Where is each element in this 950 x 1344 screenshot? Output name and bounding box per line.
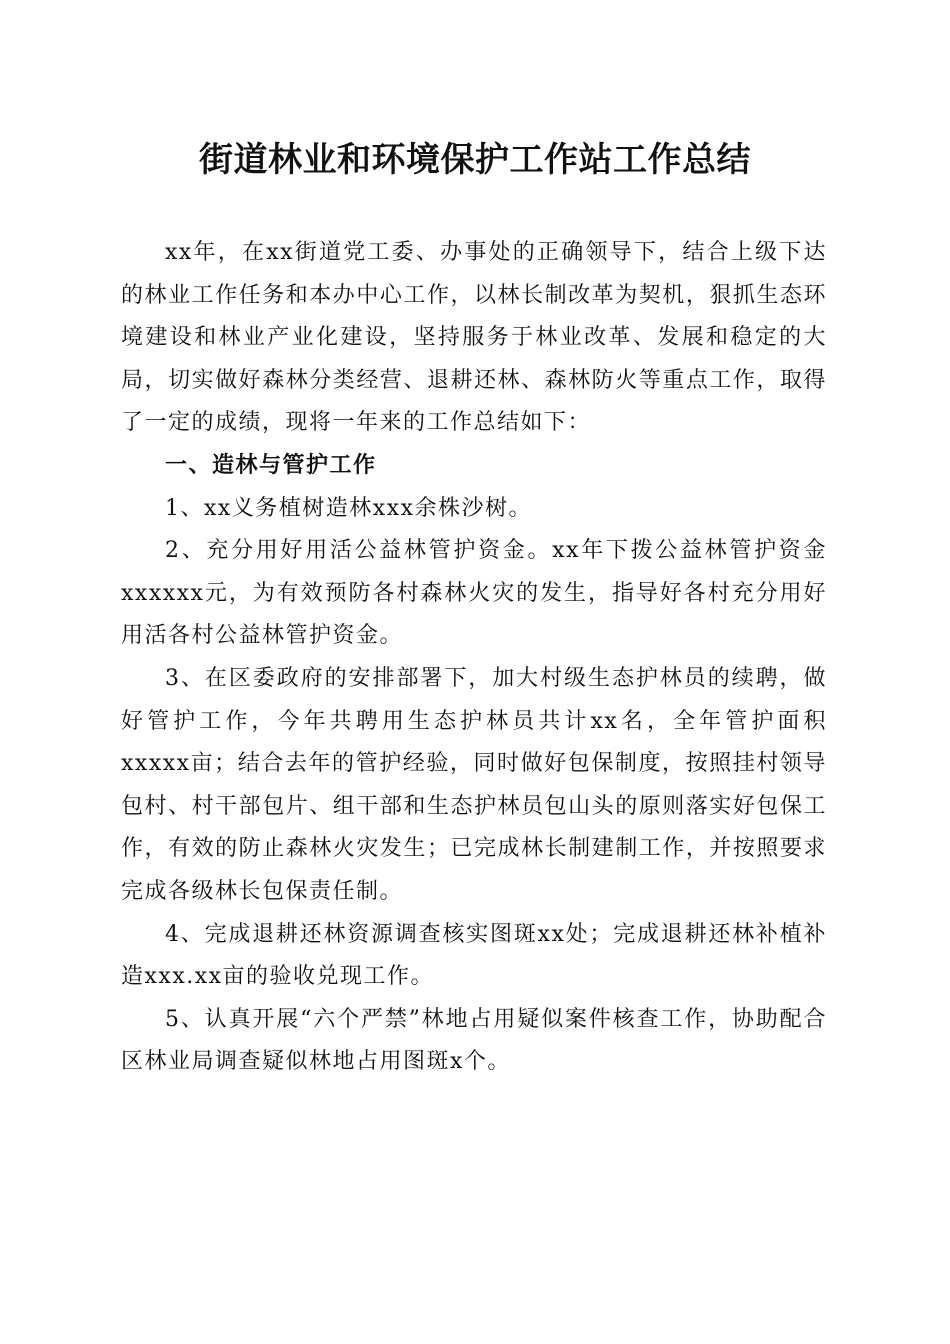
list-item: 4、完成退耕还林资源调查核实图斑xx处；完成退耕还林补植补造xxx.xx亩的验收兑现工作。 [121,921,827,990]
list-item: 2、充分用好用活公益林管护资金。xx年下拨公益林管护资金xxxxxx元，为有效预防各村森林火灾的发生，指导好各村充分用好用活各村公益林管护资金。 [121,538,827,649]
document-title: 街道林业和环境保护工作站工作总结 [199,140,751,180]
list-item: 1、xx义务植树造林xxx余株沙树。 [165,495,533,521]
document-body [121,232,827,1084]
intro-paragraph: xx年，在xx街道党工委、办事处的正确领导下，结合上级下达的林业工作任务和本办中心工作，以林长制改革为契机，狠抓生态环境建设和林业产业化建设，坚持服务于林业改革、发展和稳定的大局，切实做好森林分类经营、退耕还林、森林防火等重点工作，取得了一定的成绩，现将一年来的工作总结如下： [121,240,827,436]
section-heading: 一、造林与管护工作 [165,452,377,478]
list-item: 3、在区委政府的安排部署下，加大村级生态护林员的续聘，做好管护工作，今年共聘用生态护林员共计xx名，全年管护面积xxxxx亩；结合去年的管护经验，同时做好包保制度，按照挂村领导包村、村干部包片、组干部和生态护林员包山头的原则落实好包保工作，有效的防止森林火灾发生；已完成林长制建制工作，并按照要求完成各级林长包保责任制。 [121,665,827,904]
list-item: 5、认真开展“六个严禁”林地占用疑似案件核查工作，协助配合区林业局调查疑似林地占用图斑x个。 [121,1006,827,1075]
